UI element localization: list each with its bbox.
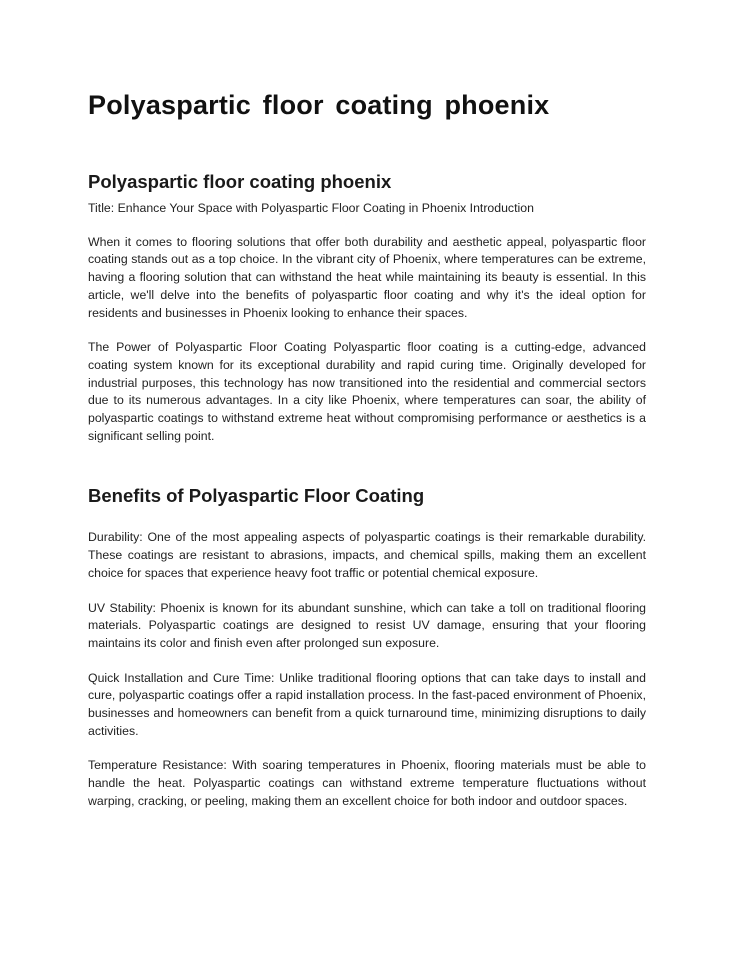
section-heading-benefits: Benefits of Polyaspartic Floor Coating [88,485,425,507]
durability-paragraph: Durability: One of the most appealing aspects of polyaspartic coatings is their remarkable durability. These coatings are resistant to abrasions, impacts, and chemical spills, making them an excellent choice for spaces that experience heavy foot traffic or potential chemical exposure. [88,530,646,580]
installation-paragraph: Quick Installation and Cure Time: Unlike traditional flooring options that can take days to install and cure, polyaspartic coatings offer a rapid installation process. In the fast-paced environment of Phoenix, businesses and homeowners can benefit from a quick turnaround time, minimizing disruptions to daily activities. [88,670,646,738]
section-heading-intro: Polyaspartic floor coating phoenix [88,171,392,192]
temperature-paragraph: Temperature Resistance: With soaring temperatures in Phoenix, flooring materials must be able to handle the heat. Polyaspartic coatings can withstand extreme temperature fluctuations without warping, cracking, or peeling, making them an excellent choice for both indoor and outdoor spaces. [88,758,646,808]
power-paragraph: The Power of Polyaspartic Floor Coating Polyaspartic floor coating is a cutting-edge, advanced coating system known for its exceptional durability and rapid curing time. Originally developed for industrial purposes, this technology has now transitioned into the residential and commercial sectors due to its numerous advantages. In a city like Phoenix, where temperatures can soar, the ability of polyaspartic coatings to withstand extreme heat without compromising performance or aesthetics is a significant selling point. [88,340,646,443]
document-content [88,88,646,811]
intro-paragraph: When it comes to flooring solutions that offer both durability and aesthetic appeal, polyaspartic floor coating stands out as a top choice. In the vibrant city of Phoenix, where temperatures can be extreme, having a flooring solution that can withstand the heat while maintaining its beauty is essential. In this article, we'll delve into the benefits of polyaspartic floor coating and why it's the ideal option for residents and businesses in Phoenix looking to enhance their spaces. [88,234,646,320]
document-title: Polyaspartic floor coating phoenix [88,90,550,120]
uv-stability-paragraph: UV Stability: Phoenix is known for its abundant sunshine, which can take a toll on traditional flooring materials. Polyaspartic coatings are designed to resist UV damage, ensuring that your flooring maintains its color and finish even after prolonged sun exposure. [88,600,646,650]
article-title-line: Title: Enhance Your Space with Polyaspartic Floor Coating in Phoenix Introduction [88,201,534,215]
